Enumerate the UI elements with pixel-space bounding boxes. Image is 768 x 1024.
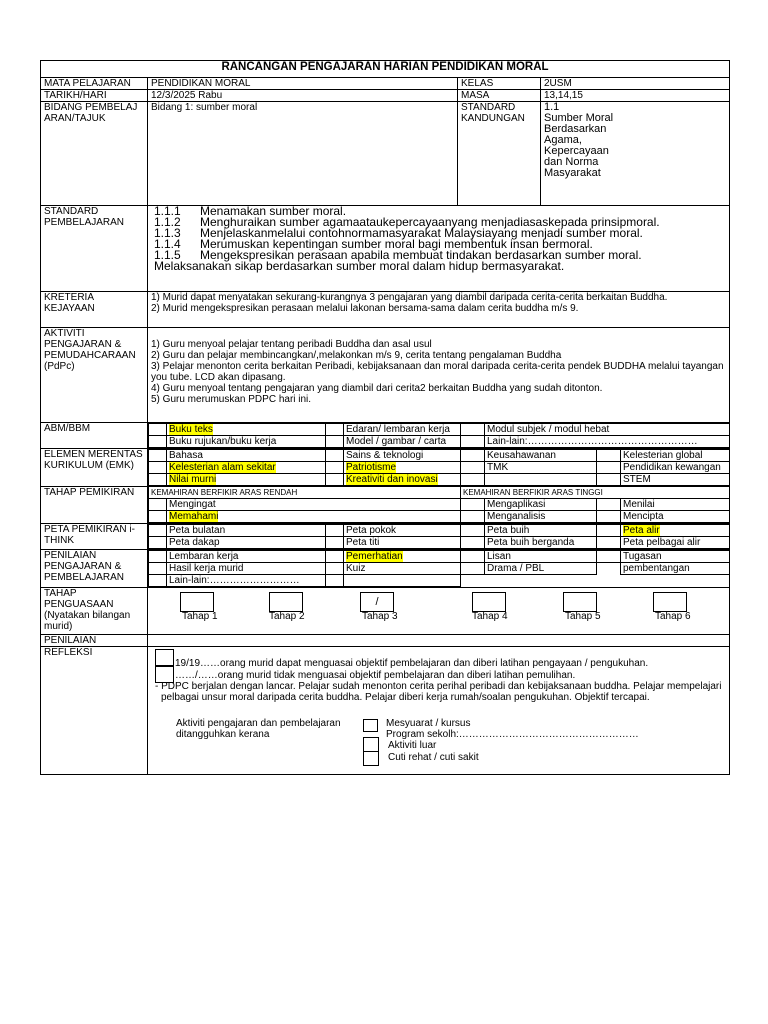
checkbox[interactable] [326, 424, 344, 436]
checkbox[interactable] [461, 499, 485, 511]
emk-item: Keusahawanan [485, 450, 597, 462]
checkbox[interactable] [149, 537, 167, 549]
bidang-label: BIDANG PEMBELAJARAN/TAJUK [41, 102, 148, 206]
abm-grid [148, 423, 730, 449]
checkbox[interactable] [149, 424, 167, 436]
tahap-1-label: Tahap 1 [182, 611, 218, 622]
checkbox[interactable] [149, 450, 167, 462]
checkbox[interactable] [461, 436, 485, 448]
rph-form [40, 60, 730, 775]
tarikh-value: 12/3/2025 Rabu [148, 90, 458, 102]
sp-item: 1.1.1 Menamakan sumber moral. [154, 205, 347, 218]
kreteria-line: 1) Murid dapat menyatakan sekurang-kurangnya 3 pengajaran yang diambil daripada cerita-cerita berkaitan Buddha. [151, 292, 668, 303]
emk-item: Kreativiti dan inovasi [344, 474, 461, 486]
abm-item: Model / gambar / carta [344, 436, 461, 448]
refleksi-line: ……/……orang murid tidak menguasai objektif pembelajaran dan diberi latihan pemulihan. [175, 670, 576, 681]
checkbox[interactable] [597, 499, 621, 511]
checkbox[interactable] [149, 575, 167, 587]
tahap-4-label: Tahap 4 [472, 611, 508, 622]
peta-item: Peta buih berganda [485, 537, 597, 549]
checkbox[interactable] [149, 462, 167, 474]
checkbox[interactable] [461, 424, 485, 436]
checkbox[interactable] [149, 511, 167, 523]
abm-item: Edaran/ lembaran kerja [344, 424, 461, 436]
tahap-pemikiran-grid [148, 487, 730, 524]
checkbox[interactable] [461, 537, 485, 549]
kb-item: Menilai [621, 499, 730, 511]
sk-line: Sumber Moral [544, 112, 614, 124]
kreteria-list [148, 292, 730, 328]
sk-line: dan Norma [544, 156, 599, 168]
checkbox[interactable] [461, 474, 485, 486]
abm-label: ABM/BBM [41, 423, 148, 449]
checkbox[interactable] [461, 450, 485, 462]
refleksi-line: pelbagai unsur moral daripada cerita buddha. Pelajar diberi kerja rumah/soalan pengukuhan. Objektif tercapai. [161, 692, 650, 703]
standard-pembelajaran-label: STANDARD PEMBELAJARAN [41, 206, 148, 292]
emk-grid [148, 449, 730, 487]
checkbox[interactable] [326, 436, 344, 448]
sp-item: 1.1.3 Menjelaskanmelalui contohnormamasyarakat Malaysiayang menjadi sumber moral. [154, 226, 643, 240]
sk-line: Agama, [544, 134, 582, 146]
checkbox[interactable] [149, 525, 167, 537]
aktiviti-line: 3) Pelajar menonton cerita berkaitan Peribadi, kebijaksanaan dan moral daripada cerita-cerita pendek BUDDHA melalui tayangan you tube. LCD akan dipasang. [151, 361, 724, 383]
pp-item: Lain-lain:……………………… [167, 575, 326, 587]
pp-item: Kuiz [344, 563, 461, 575]
checkbox[interactable] [363, 751, 379, 766]
tahap-6-label: Tahap 6 [655, 611, 691, 622]
kb-item: Mengingat [167, 499, 461, 511]
checkbox[interactable] [326, 450, 344, 462]
emk-item: Sains & teknologi [344, 450, 461, 462]
penilaian-pp-label: PENILAIAN PENGAJARAN & PEMBELAJARAN [41, 550, 148, 588]
tahap-2-box[interactable] [269, 592, 303, 612]
penilaian-label: PENILAIAN [41, 635, 148, 647]
emk-item: Pendidikan kewangan [621, 462, 730, 474]
refleksi-content [148, 647, 730, 775]
pp-item: Drama / PBL [485, 563, 597, 575]
kreteria-line: 2) Murid mengekspresikan perasaan melalui lakonan bersama-sama dalam cerita buddha m/s 9. [151, 303, 579, 314]
checkbox[interactable] [461, 525, 485, 537]
kb-item: Memahami [167, 511, 461, 523]
penilaian-pp-grid [148, 550, 730, 588]
opt-aktiviti: Aktiviti luar [388, 740, 437, 751]
kbat-header: KEMAHIRAN BERFIKIR ARAS TINGGI [461, 487, 730, 499]
tahap-penguasaan-label: TAHAP PENGUASAAN (Nyatakan bilangan murid) [41, 588, 148, 635]
form-title: RANCANGAN PENGAJARAN HARIAN PENDIDIKAN MORAL [41, 61, 730, 78]
checkbox[interactable] [461, 551, 485, 563]
checkbox[interactable] [326, 537, 344, 549]
checkbox[interactable] [149, 436, 167, 448]
checkbox[interactable] [597, 525, 621, 537]
aktiviti-line: 5) Guru merumuskan PDPC hari ini. [151, 394, 312, 405]
peta-item: Peta pelbagai alir [621, 537, 730, 549]
checkbox[interactable] [326, 525, 344, 537]
emk-item: Patriotisme [344, 462, 461, 474]
tahap-penguasaan-row [148, 588, 730, 635]
peta-label: PETA PEMIKIRAN i-THINK [41, 524, 148, 550]
tahap-3-box[interactable]: / [360, 592, 394, 612]
tangguh-text: ditangguhkan kerana [176, 729, 270, 740]
sk-line: Kepercayaan [544, 145, 609, 157]
pp-item: Lisan [485, 551, 597, 563]
checkbox[interactable] [597, 551, 621, 563]
abm-item: Modul subjek / modul hebat [485, 424, 730, 436]
standard-pembelajaran-list [148, 206, 730, 292]
pp-item [344, 575, 461, 587]
peta-item: Peta titi [344, 537, 461, 549]
checkbox[interactable] [149, 551, 167, 563]
checkbox[interactable] [326, 462, 344, 474]
opt-mesyuarat: Mesyuarat / kursus [386, 718, 471, 729]
checkbox[interactable] [326, 474, 344, 486]
pp-empty [461, 575, 730, 587]
emk-item: TMK [485, 462, 597, 474]
tahap-5-label: Tahap 5 [565, 611, 601, 622]
pp-item: Pemerhatian [344, 551, 461, 563]
sk-line: 1.1 [544, 101, 560, 113]
emk-item: Kelesterian alam sekitar [167, 462, 326, 474]
tangguh-text: Aktiviti pengajaran dan pembelajaran [176, 718, 341, 729]
pp-item: Tugasan [621, 551, 730, 563]
tahap-3-label: Tahap 3 [362, 611, 398, 622]
checkbox[interactable] [326, 575, 344, 587]
checkbox[interactable] [326, 551, 344, 563]
abm-item: Buku rujukan/buku kerja [167, 436, 326, 448]
kelas-label: KELAS [458, 78, 541, 90]
tahap-pemikiran-label: TAHAP PEMIKIRAN [41, 487, 148, 524]
mata-pelajaran-value: PENDIDIKAN MORAL [148, 78, 458, 90]
sk-line: Berdasarkan [544, 123, 607, 135]
checkbox[interactable] [326, 563, 344, 575]
tahap-5-box[interactable] [563, 592, 597, 612]
peta-grid [148, 524, 730, 550]
checkbox[interactable] [597, 511, 621, 523]
sp-item: 1.1.4 Merumuskan kepentingan sumber moral bagi membentuk insan bermoral. [154, 237, 593, 251]
standard-kandungan-value [541, 102, 730, 206]
aktiviti-line: 1) Guru menyoal pelajar tentang peribadi Buddha dan asal usul [151, 339, 432, 350]
emk-item: STEM [621, 474, 730, 486]
sp-extra: Melaksanakan sikap berdasarkan sumber moral dalam hidup bermasyarakat. [154, 259, 565, 273]
checkbox[interactable] [149, 499, 167, 511]
checkbox[interactable] [597, 537, 621, 549]
tarikh-label: TARIKH/HARI [41, 90, 148, 102]
emk-item [485, 474, 597, 486]
mata-pelajaran-label: MATA PELAJARAN [41, 78, 148, 90]
refleksi-line: - PDPC berjalan dengan lancar. Pelajar sudah menonton cerita perihal peribadi dan kebijaksanaan buddha. Pelajar mempelajari [155, 681, 722, 692]
kb-item: Mencipta [621, 511, 730, 523]
opt-cuti: Cuti rehat / cuti sakit [388, 752, 479, 763]
refleksi-line: 19/19……orang murid dapat menguasai objektif pembelajaran dan diberi latihan pengayaan / pengukuhan. [175, 658, 649, 669]
checkbox[interactable] [461, 462, 485, 474]
emk-item: Nilai murni [167, 474, 326, 486]
pp-item: pembentangan [621, 563, 730, 575]
masa-label: MASA [458, 90, 541, 102]
checkbox[interactable] [363, 737, 379, 752]
peta-item: Peta pokok [344, 525, 461, 537]
peta-item: Peta bulatan [167, 525, 326, 537]
pp-item: Lembaran kerja [167, 551, 326, 563]
tahap-6-box[interactable] [653, 592, 687, 612]
checkbox[interactable] [597, 462, 621, 474]
tahap-2-label: Tahap 2 [269, 611, 305, 622]
aktiviti-line: 2) Guru dan pelajar membincangkan/,melakonkan m/s 9, cerita tentang pengalaman Buddha [151, 350, 562, 361]
checkbox[interactable] [597, 474, 621, 486]
aktiviti-line: 4) Guru menyoal tentang pengajaran yang diambil dari cerita2 berkaitan Buddha yang sudah ditonton. [151, 383, 603, 394]
pp-item: Hasil kerja murid [167, 563, 326, 575]
sp-item: 1.1.2 Menghuraikan sumber agamaataukepercayaanyang menjadiasaskepada prinsipmoral. [154, 215, 660, 229]
emk-item: Kelesterian global [621, 450, 730, 462]
abm-item: Buku teks [167, 424, 326, 436]
standard-kandungan-label: STANDARD KANDUNGAN [458, 102, 541, 206]
kb-item: Mengaplikasi [485, 499, 597, 511]
kreteria-label: KRETERIA KEJAYAAN [41, 292, 148, 328]
emk-label: ELEMEN MERENTAS KURIKULUM (EMK) [41, 449, 148, 487]
checkbox[interactable] [363, 719, 378, 732]
masa-value: 13,14,15 [541, 90, 730, 102]
checkbox[interactable] [597, 563, 621, 575]
penilaian-empty [148, 635, 730, 647]
checkbox[interactable] [149, 563, 167, 575]
emk-item: Bahasa [167, 450, 326, 462]
checkbox[interactable] [149, 474, 167, 486]
sp-item: 1.1.5 Mengekspresikan perasaan apabila membuat tindakan berdasarkan sumber moral. [154, 248, 642, 262]
aktiviti-list [148, 328, 730, 423]
peta-item: Peta buih [485, 525, 597, 537]
kbar-header: KEMAHIRAN BERFIKIR ARAS RENDAH [149, 487, 461, 499]
peta-item: Peta alir [621, 525, 730, 537]
checkbox[interactable] [597, 450, 621, 462]
kb-item: Menganalisis [485, 511, 597, 523]
sk-line: Masyarakat [544, 167, 601, 179]
checkbox[interactable] [461, 511, 485, 523]
aktiviti-label: AKTIVITI PENGAJARAN & PEMUDAHCARAAN (PdPc) [41, 328, 148, 423]
checkbox[interactable] [461, 563, 485, 575]
tahap-1-box[interactable] [180, 592, 214, 612]
opt-program: Program sekolh:……………………………………………… [386, 729, 639, 740]
kelas-value: 2USM [541, 78, 730, 90]
tahap-4-box[interactable] [472, 592, 506, 612]
peta-item: Peta dakap [167, 537, 326, 549]
bidang-value: Bidang 1: sumber moral [148, 102, 458, 206]
refleksi-label: REFLEKSI [41, 647, 148, 775]
checkbox[interactable] [155, 649, 174, 666]
abm-item: Lain-lain:…………………………………………… [485, 436, 730, 448]
